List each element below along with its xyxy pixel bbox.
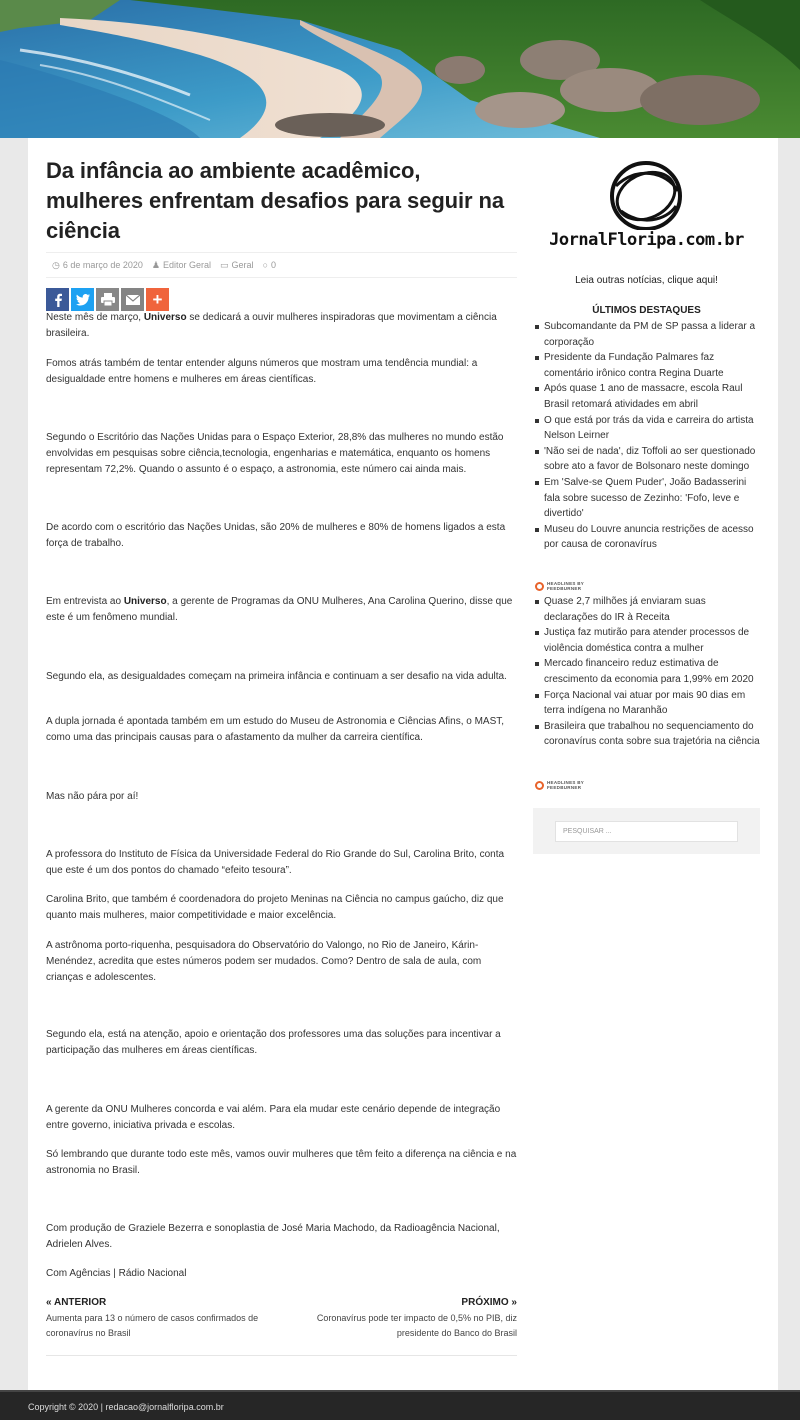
copyright-text: Copyright © 2020 | redacao@jornalfloripa.com.br xyxy=(28,1402,224,1412)
article-category[interactable] xyxy=(220,260,254,271)
list-item[interactable] xyxy=(535,719,760,750)
news-link[interactable]: Subcomandante da PM de SP passa a liderar a corporação xyxy=(544,321,756,348)
list-item[interactable] xyxy=(535,319,760,350)
article-date xyxy=(52,260,143,271)
feedburner-line-1: HEADLINES BY xyxy=(547,581,585,586)
article-date-text: 6 de março de 2020 xyxy=(62,259,143,270)
article-paragraph: Mas não pára por aí! xyxy=(46,791,139,802)
comment-icon: ○ xyxy=(262,260,268,270)
print-icon xyxy=(101,293,115,306)
article-paragraph: Segundo o Escritório das Nações Unidas para o Espaço Exterior, 28,8% das mulheres no mundo estão envolvidas em pesquisas sobre ciência,tecnologia, engenharias e matemática, enquanto os homens representam 72,2%. Quando o assunto é o espaço, a astronomia, este número cai ainda mais. xyxy=(46,432,504,475)
site-logo-text[interactable]: JornalFloripa.com.br xyxy=(549,230,744,250)
user-icon: ♟ xyxy=(151,259,160,270)
read-more-link[interactable]: Leia outras notícias, clique aqui! xyxy=(575,275,718,286)
feedburner-badge[interactable] xyxy=(535,581,584,591)
article-paragraph: A dupla jornada é apontada também em um estudo do Museu de Astronomia e Ciências Afins, o MAST, como uma das principais causas para o afastamento da mulher da carreira científica. xyxy=(46,716,505,743)
print-button[interactable] xyxy=(96,288,119,311)
previous-label: « ANTERIOR xyxy=(46,1297,107,1308)
news-link[interactable]: O que está por trás da vida e carreira do artista Nelson Leirner xyxy=(544,414,754,442)
list-item[interactable] xyxy=(535,594,760,625)
article-paragraph: Carolina Brito, que também é coordenadora do projeto Meninas na Ciência no campus gaúcho, diz que quanto mais mulheres, maior competitividade e maior excelência. xyxy=(46,894,504,921)
twitter-icon xyxy=(76,294,90,306)
news-link[interactable]: Mercado financeiro reduz estimativa de crescimento da economia para 1,99% em 2020 xyxy=(544,658,754,685)
list-item[interactable] xyxy=(535,381,760,412)
folder-icon: ▭ xyxy=(220,259,229,270)
feedburner-text xyxy=(547,780,584,790)
feedburner-icon xyxy=(535,582,544,591)
previous-post-link[interactable] xyxy=(46,1295,286,1341)
article-paragraph: Com produção de Graziele Bezerra e sonoplastia de José Maria Machodo, da Radioagência Nacional, Adrielen Alves. xyxy=(46,1223,500,1250)
list-item[interactable] xyxy=(535,350,760,381)
news-link[interactable]: Após quase 1 ano de massacre, escola Raul Brasil retomará atividades em abril xyxy=(544,383,743,410)
article-author[interactable] xyxy=(152,260,211,271)
next-title[interactable]: Coronavírus pode ter impacto de 0,5% no PIB, diz presidente do Banco do Brasil xyxy=(316,1313,517,1338)
article-paragraph: Segundo ela, está na atenção, apoio e orientação dos professores uma das soluções para incentivar a participação das mulheres em áreas científicas. xyxy=(46,1029,501,1056)
article-paragraph: Só lembrando que durante todo este mês, vamos ouvir mulheres que têm feito a diferença na ciência e na astronomia no Brasil. xyxy=(46,1149,517,1176)
list-item[interactable] xyxy=(535,475,760,522)
article-paragraph: Segundo ela, as desigualdades começam na primeira infância e continuam a ser desafio na vida adulta. xyxy=(46,671,507,682)
news-feed-1 xyxy=(535,319,760,553)
content-wrapper xyxy=(28,138,778,1390)
facebook-share-button[interactable] xyxy=(46,288,69,311)
header-banner xyxy=(0,0,800,138)
article-paragraph: Com Agências | Rádio Nacional xyxy=(46,1268,187,1279)
list-item[interactable] xyxy=(535,413,760,444)
footer xyxy=(0,1390,800,1420)
article-paragraph: A professora do Instituto de Física da Universidade Federal do Rio Grande do Sul, Carolina Brito, conta que este é um dos pontos do chamado “efeito tesoura”. xyxy=(46,849,505,876)
comments-link[interactable]: 0 xyxy=(271,260,277,270)
twitter-share-button[interactable] xyxy=(71,288,94,311)
email-share-button[interactable] xyxy=(121,288,144,311)
article xyxy=(46,138,517,1338)
article-paragraph: De acordo com o escritório das Nações Unidas, são 20% de mulheres e 80% de homens ligados a esta força de trabalho. xyxy=(46,522,506,549)
list-item[interactable] xyxy=(535,688,760,719)
news-link[interactable]: Força Nacional vai atuar por mais 90 dias em terra indígena no Maranhão xyxy=(544,689,746,717)
divider xyxy=(46,1355,517,1356)
article-paragraph: A gerente da ONU Mulheres concorda e vai além. Para ela mudar este cenário depende de integração entre governo, iniciativa privada e escolas. xyxy=(46,1104,501,1131)
feedburner-text xyxy=(547,581,584,591)
list-item[interactable] xyxy=(535,625,760,656)
latest-highlights-heading: ÚLTIMOS DESTAQUES xyxy=(592,305,701,316)
next-label: PRÓXIMO » xyxy=(461,1297,517,1308)
beach-banner-image xyxy=(0,0,800,138)
news-link[interactable]: Brasileira que trabalhou no sequenciamento do coronavírus conta sobre sua trajetória na ciência xyxy=(544,720,760,748)
article-paragraph: Em entrevista ao Universo, a gerente de Programas da ONU Mulheres, Ana Carolina Querino, disse que este é um fenômeno mundial. xyxy=(46,596,513,623)
feedburner-line-2: FEEDBURNER xyxy=(547,785,582,790)
feedburner-line-1: HEADLINES BY xyxy=(547,780,585,785)
news-link[interactable]: 'Não sei de nada', diz Toffoli ao ser questionado sobre ato a favor de Bolsonaro neste domingo xyxy=(544,445,756,473)
news-link[interactable]: Presidente da Fundação Palmares faz comentário irônico contra Regina Duarte xyxy=(544,352,724,379)
feedburner-icon xyxy=(535,781,544,790)
article-paragraph: A astrônoma porto-riquenha, pesquisadora do Observatório do Valongo, no Rio de Janeiro, Kárin-Menéndez, acredita que estes números podem ser mudados. Como? Dentro de sala de aula, com crianças e adolescentes. xyxy=(46,940,482,983)
category-link[interactable]: Geral xyxy=(231,259,254,270)
news-link[interactable]: Quase 2,7 milhões já enviaram suas declarações do IR à Receita xyxy=(544,596,706,623)
more-share-button[interactable]: + xyxy=(146,288,169,311)
feedburner-badge[interactable] xyxy=(535,780,584,790)
list-item[interactable] xyxy=(535,522,760,553)
article-paragraph: Fomos atrás também de tentar entender alguns números que mostram uma tendência mundial: a desigualdade entre homens e mulheres em áreas científicas. xyxy=(46,358,478,385)
list-item[interactable] xyxy=(535,656,760,687)
article-paragraph: Neste mês de março, Universo se dedicará a ouvir mulheres inspiradoras que movimentam a ciência brasileira. xyxy=(46,312,497,339)
facebook-icon xyxy=(53,293,63,307)
news-link[interactable]: Em 'Salve-se Quem Puder', João Badasserini fala sobre sucesso de Zezinho: 'Fofo, leve e divertido' xyxy=(544,476,747,520)
article-meta xyxy=(46,252,517,278)
list-item[interactable] xyxy=(535,444,760,475)
next-post-link[interactable] xyxy=(297,1295,517,1341)
feedburner-line-2: FEEDBURNER xyxy=(547,586,582,591)
article-title: Da infância ao ambiente acadêmico, mulheres enfrentam desafios para seguir na ciência xyxy=(46,158,504,243)
globe-logo-icon xyxy=(533,160,760,230)
author-link[interactable]: Editor Geral xyxy=(163,259,212,270)
news-link[interactable]: Justiça faz mutirão para atender processos de violência doméstica contra a mulher xyxy=(544,627,750,654)
share-bar xyxy=(46,288,517,310)
news-link[interactable]: Museu do Louvre anuncia restrições de acesso por causa de coronavírus xyxy=(544,523,754,551)
search-input[interactable] xyxy=(555,821,738,842)
search-widget xyxy=(533,808,760,854)
clock-icon: ◷ xyxy=(52,259,60,270)
news-feed-2 xyxy=(535,594,760,750)
envelope-icon xyxy=(126,295,140,305)
previous-title[interactable]: Aumenta para 13 o número de casos confirmados de coronavírus no Brasil xyxy=(46,1313,259,1338)
article-comments[interactable] xyxy=(263,260,276,270)
